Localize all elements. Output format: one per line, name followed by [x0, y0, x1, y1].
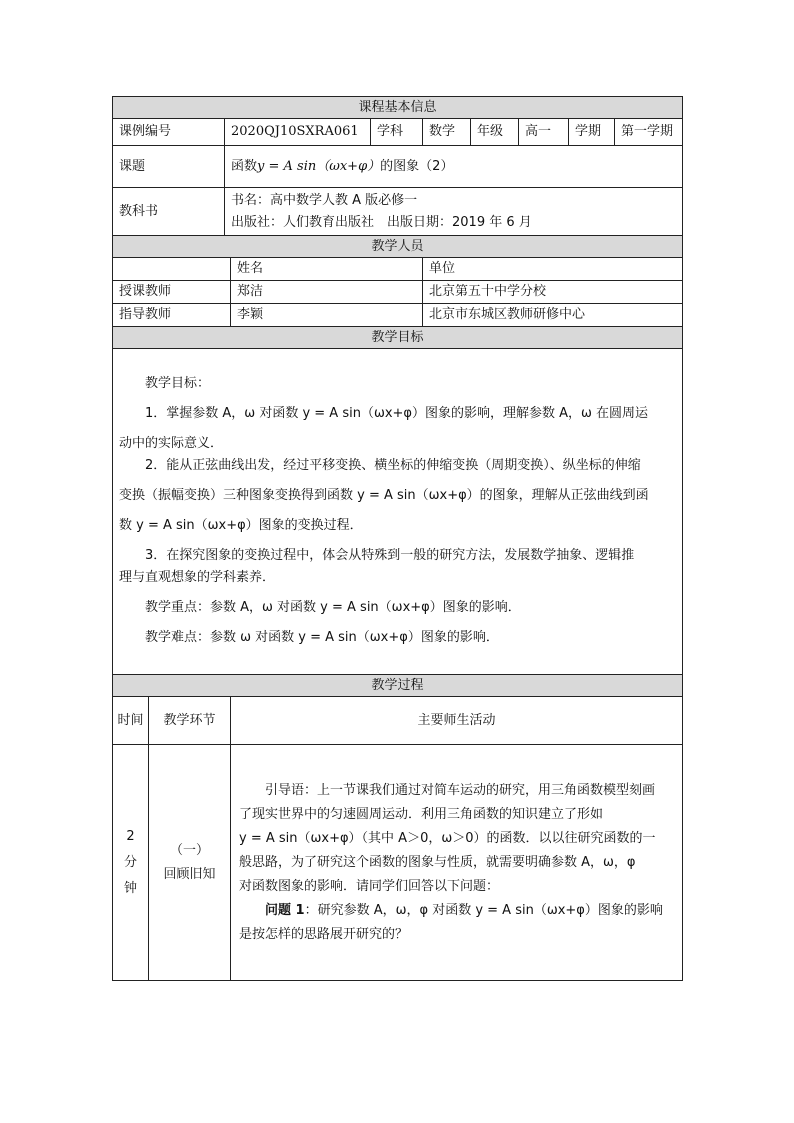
staff-name: 郑洁	[231, 281, 423, 304]
staff-header-row	[113, 236, 683, 258]
course-code-row	[113, 119, 683, 146]
topic-formula: y = A sin（ωx+φ）	[257, 158, 381, 174]
objectives-intro: 教学目标：	[145, 375, 211, 391]
basic-info-header-row	[113, 97, 683, 119]
course-code-label: 课例编号	[113, 119, 225, 146]
time-col-header: 时间	[113, 697, 149, 745]
objectives-body	[113, 349, 683, 675]
activity-line: 般思路，为了研究这个函数的图象与性质，就需要明确参数 A，ω，φ	[239, 854, 636, 870]
staff-role: 指导教师	[113, 304, 231, 327]
activity-col-header: 主要师生活动	[231, 697, 683, 745]
staff-name-col: 姓名	[231, 258, 423, 281]
activity-line: 引导语：上一节课我们通过对简车运动的研究，用三角函数模型刻画	[265, 782, 656, 798]
objective-1-line-2: 动中的实际意义．	[119, 435, 224, 451]
staff-role: 授课教师	[113, 281, 231, 304]
staff-row	[113, 304, 683, 327]
term-label: 学期	[569, 119, 615, 146]
staff-unit: 北京第五十中学分校	[423, 281, 683, 304]
basic-info-header: 课程基本信息	[113, 97, 683, 119]
lesson-plan-table	[112, 96, 683, 981]
publisher-line: 出版社：人们教育出版社 出版日期：2019 年 6 月	[231, 214, 532, 230]
process-header: 教学过程	[113, 675, 683, 697]
activity-cell	[231, 745, 683, 981]
stage-col-header: 教学环节	[149, 697, 231, 745]
objective-2-line-2: 变换（振幅变换）三种图象变换得到函数 y = A sin（ωx+φ）的图象，理解从正弦曲线到函	[119, 487, 649, 503]
objectives-row	[113, 349, 683, 675]
staff-col-row	[113, 258, 683, 281]
process-col-row	[113, 697, 683, 745]
textbook-row	[113, 188, 683, 236]
objective-1-line-1: 1．掌握参数 A，ω 对函数 y = A sin（ωx+φ）图象的影响，理解参数 A，ω 在圆周运	[145, 405, 649, 421]
staff-header: 教学人员	[113, 236, 683, 258]
textbook-info	[225, 188, 683, 236]
staff-unit: 北京市东城区教师研修中心	[423, 304, 683, 327]
lesson-plan-document	[112, 96, 682, 981]
difficulty: 教学难点：参数 ω 对函数 y = A sin（ωx+φ）图象的影响．	[145, 629, 499, 645]
activity-line: 对函数图象的影响．请同学们回答以下问题：	[239, 878, 500, 894]
activity-line: 了现实世界中的匀速圆周运动．利用三角函数的知识建立了形如	[239, 806, 604, 822]
stage-number: （一）	[169, 842, 209, 858]
question-1-line	[239, 899, 674, 923]
topic-value	[225, 146, 683, 188]
term-value: 第一学期	[615, 119, 683, 146]
objective-2-line-3: 数 y = A sin（ωx+φ）图象的变换过程．	[119, 517, 363, 533]
grade-value: 高一	[519, 119, 569, 146]
book-line: 书名：高中数学人教 A 版必修一	[231, 192, 418, 208]
course-code-value: 2020QJ10SXRA061	[225, 119, 371, 146]
stage-cell	[149, 745, 231, 981]
staff-row	[113, 281, 683, 304]
topic-suffix: 的图象（2）	[380, 158, 454, 174]
grade-label: 年级	[471, 119, 519, 146]
process-row	[113, 745, 683, 981]
subject-label: 学科	[371, 119, 423, 146]
process-header-row	[113, 675, 683, 697]
subject-value: 数学	[423, 119, 471, 146]
stage-name: 回顾旧知	[163, 866, 216, 882]
question-1-text: ：研究参数 A，ω，φ 对函数 y = A sin（ωx+φ）图象的影响	[304, 902, 663, 918]
question-1-line-2: 是按怎样的思路展开研究的？	[239, 926, 409, 942]
textbook-label: 教科书	[113, 188, 225, 236]
objective-2-line-1: 2．能从正弦曲线出发，经过平移变换、横坐标的伸缩变换（周期变换）、纵坐标的伸缩	[145, 457, 641, 473]
topic-prefix: 函数	[231, 158, 258, 174]
activity-line: y = A sin（ωx+φ）（其中 A＞0，ω＞0）的函数．以以往研究函数的一	[239, 830, 656, 846]
staff-name: 李颖	[231, 304, 423, 327]
question-1-label: 问题 1	[265, 902, 305, 918]
objectives-header-row	[113, 327, 683, 349]
key-point: 教学重点：参数 A，ω 对函数 y = A sin（ωx+φ）图象的影响．	[145, 599, 521, 615]
time-value: 2 分钟	[113, 745, 149, 981]
topic-label: 课题	[113, 146, 225, 188]
staff-unit-col: 单位	[423, 258, 683, 281]
objectives-header: 教学目标	[113, 327, 683, 349]
topic-row	[113, 146, 683, 188]
objective-3-line-2: 理与直观想象的学科素养．	[119, 569, 276, 585]
objective-3-line-1: 3．在探究图象的变换过程中，体会从特殊到一般的研究方法，发展数学抽象、逻辑推	[145, 547, 635, 563]
